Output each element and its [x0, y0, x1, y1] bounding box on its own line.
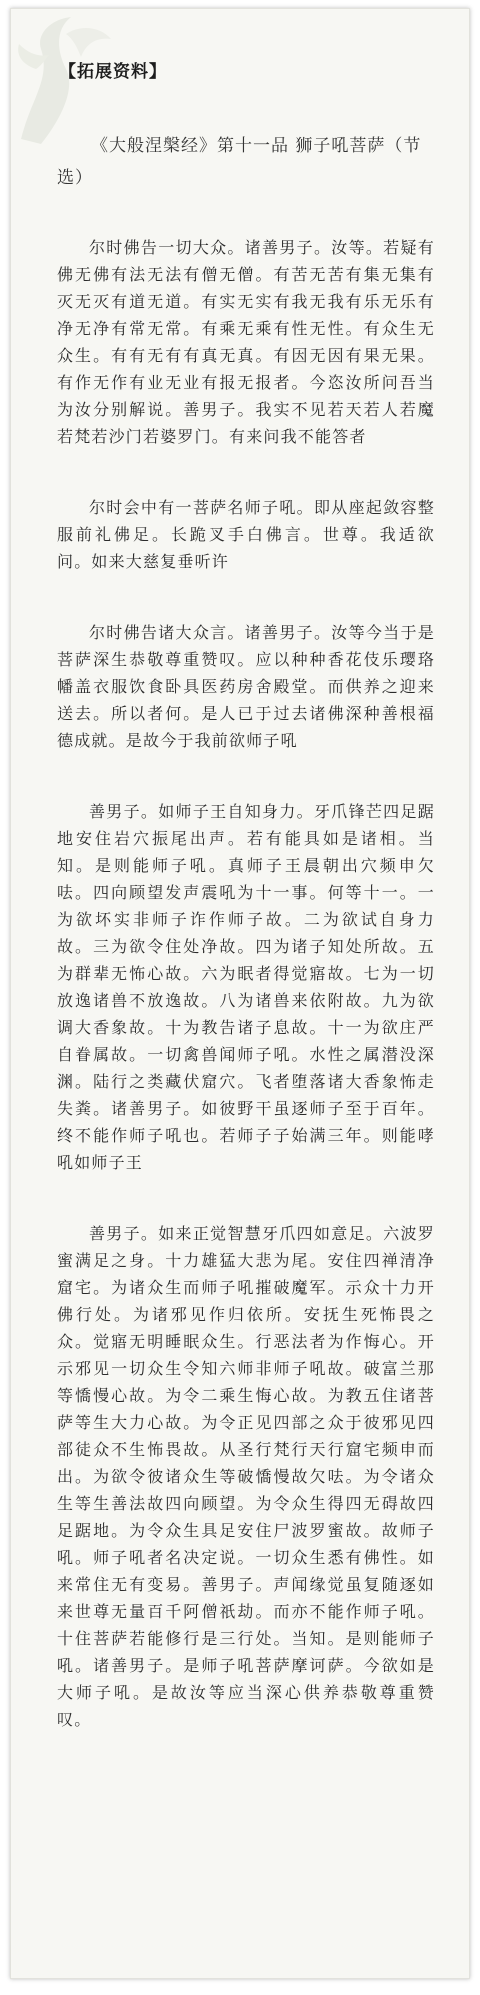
paragraph: 善男子。如师子王自知身力。牙爪锋芒四足踞地安住岩穴振尾出声。若有能具如是诸相。当知。是则能师子吼。真师子王晨朝出穴频申欠呿。四向顾望发声震吼为十一事。何等十一。一为欲坏实非师子诈作师子故。二为欲试自身力故。三为欲令住处净故。四为诸子知处所故。五为群辈无怖心故。六为眠者得觉寤故。七为一切放逸诸兽不放逸故。八为诸兽来依附故。九为欲调大香象故。十为教告诸子息故。十一为欲庄严自眷属故。一切禽兽闻师子吼。水性之属潜没深渊。陆行之类藏伏窟穴。飞者堕落诸大香象怖走失粪。诸善男子。如彼野干虽逐师子至于百年。终不能作师子吼也。若师子子始满三年。则能哮吼如师子王 — [57, 802, 435, 1172]
document-page — [10, 8, 470, 1979]
paragraph: 善男子。如来正觉智慧牙爪四如意足。六波罗蜜满足之身。十力雄猛大悲为尾。安住四禅清净窟宅。为诸众生而师子吼摧破魔军。示众十力开佛行处。为诸邪见作归依所。安抚生死怖畏之众。觉寤无明睡眠众生。行恶法者为作悔心。开示邪见一切众生令知六师非师子吼故。破富兰那等憍慢心故。为令二乘生悔心故。为教五住诸菩萨等生大力心故。为令正见四部之众于彼邪见四部徒众不生怖畏故。从圣行梵行天行窟宅频申而出。为欲令彼诸众生等破憍慢故欠呿。为令诸众生等生善法故四向顾望。为令众生得四无碍故四足踞地。为令众生具足安住尸波罗蜜故。故师子吼。师子吼者名决定说。一切众生悉有佛性。如来常住无有变易。善男子。声闻缘觉虽复随逐如来世尊无量百千阿僧祇劫。而亦不能作师子吼。十住菩萨若能修行是三行处。当知。是则能师子吼。诸善男子。是师子吼菩萨摩诃萨。今欲如是大师子吼。是故汝等应当深心供养恭敬尊重赞叹。 — [57, 1224, 435, 1729]
document-title: 《大般涅槃经》第十一品 狮子吼菩萨（节选） — [57, 136, 422, 188]
paragraph: 尔时佛告一切大众。诸善男子。汝等。若疑有佛无佛有法无法有僧无僧。有苦无苦有集无集有灭无灭有道无道。有实无实有我无我有乐无乐有净无净有常无常。有乘无乘有性无性。有众生无众生。有有无有有真无真。有因无因有果无果。有作无作有业无业有报无报者。今恣汝所问吾当为汝分别解说。善男子。我实不见若天若人若魔若梵若沙门若婆罗门。有来问我不能答者 — [57, 238, 435, 446]
section-heading: 【拓展资料】 — [59, 62, 167, 82]
paragraph: 尔时佛告诸大众言。诸善男子。汝等今当于是菩萨深生恭敬尊重赞叹。应以种种香花伎乐璎珞幡盖衣服饮食卧具医药房舍殿堂。而供养之迎来送去。所以者何。是人已于过去诸佛深种善根福德成就。是故今于我前欲师子吼 — [57, 623, 435, 750]
paragraph: 尔时会中有一菩萨名师子吼。即从座起敛容整服前礼佛足。长跪叉手白佛言。世尊。我适欲问。如来大慈复垂听许 — [57, 498, 435, 571]
article-content — [11, 9, 469, 1733]
